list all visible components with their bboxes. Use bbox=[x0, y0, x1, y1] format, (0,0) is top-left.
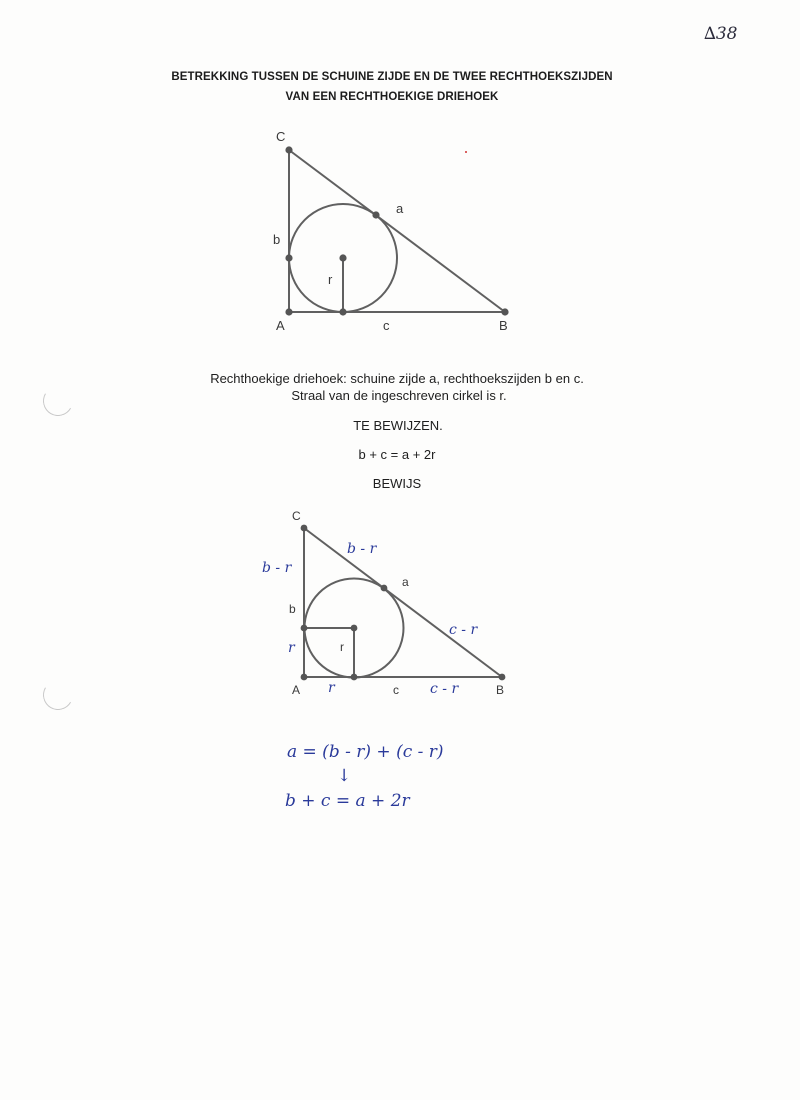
fig1-label-A: A bbox=[276, 318, 285, 333]
hw-b-minus-r-left: b - r bbox=[262, 560, 292, 576]
proof-line-2: b + c = a + 2r bbox=[285, 791, 410, 811]
fig2-label-A: A bbox=[292, 683, 301, 697]
fig2-label-B: B bbox=[496, 683, 505, 697]
title-line-2: VAN EEN RECHTHOEKIGE DRIEHOEK bbox=[285, 91, 499, 103]
fig1-label-B: B bbox=[499, 318, 508, 333]
hw-b-minus-r-hyp: b - r bbox=[347, 541, 377, 557]
fig1-label-c: c bbox=[383, 318, 390, 333]
fig2-label-b: b bbox=[289, 602, 296, 616]
proof-arrow: ↓ bbox=[337, 766, 352, 786]
proof-line-1: a = (b - r) + (c - r) bbox=[287, 742, 444, 762]
description-line-2: Straal van de ingeschreven cirkel is r. bbox=[291, 388, 507, 403]
fig2-label-c: c bbox=[393, 683, 399, 697]
fig1-label-C: C bbox=[276, 129, 286, 144]
page-number: ∆38 bbox=[704, 24, 738, 44]
hw-c-minus-r-bottom: c - r bbox=[430, 681, 459, 697]
title-line-1: BETREKKING TUSSEN DE SCHUINE ZIJDE EN DE TWEE RECHTHOEKSZIJDEN bbox=[171, 71, 613, 83]
fig1-label-r: r bbox=[328, 272, 333, 287]
bewijs-heading: BEWIJS bbox=[372, 476, 422, 491]
hw-r-left: r bbox=[288, 640, 295, 656]
fig2-label-C: C bbox=[292, 509, 301, 523]
fig2-label-a: a bbox=[402, 575, 409, 589]
claim-formula: b + c = a + 2r bbox=[358, 447, 436, 462]
description-line-1: Rechthoekige driehoek: schuine zijde a, rechthoekszijden b en c. bbox=[210, 371, 584, 386]
hw-c-minus-r-hyp: c - r bbox=[449, 622, 478, 638]
hw-r-bottom: r bbox=[328, 680, 335, 696]
te-bewijzen-heading: TE BEWIJZEN. bbox=[353, 418, 443, 433]
fig2-label-r: r bbox=[340, 640, 344, 654]
fig1-label-b: b bbox=[273, 232, 281, 247]
fig1-label-a: a bbox=[396, 201, 404, 216]
